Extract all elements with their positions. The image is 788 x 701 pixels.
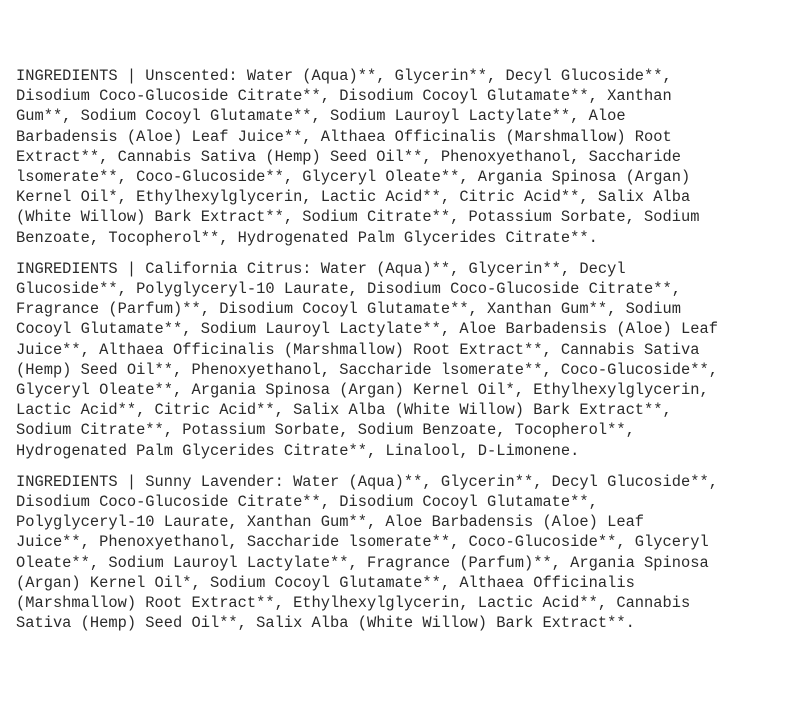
text-line: Sodium Citrate**, Potassium Sorbate, Sodium Benzoate, Tocopherol**, [16, 421, 635, 440]
text-line: INGREDIENTS | Unscented: Water (Aqua)**, Glycerin**, Decyl Glucoside**, [16, 67, 672, 85]
text-line: Barbadensis (Aloe) Leaf Juice**, Althaea Officinalis (Marshmallow) Root [16, 127, 672, 146]
ingredients-sunny-lavender [16, 472, 776, 634]
text-line: Sativa (Hemp) Seed Oil**, Salix Alba (White Willow) Bark Extract**. [16, 614, 635, 633]
ingredients-document [16, 66, 776, 644]
text-line: Fragrance (Parfum)**, Disodium Cocoyl Glutamate**, Xanthan Gum**, Sodium [16, 300, 681, 319]
text-line: Gum**, Sodium Cocoyl Glutamate**, Sodium Lauroyl Lactylate**, Aloe [16, 107, 626, 126]
text-line: Glyceryl Oleate**, Argania Spinosa (Argan) Kernel Oil*, Ethylhexylglycerin, [16, 381, 709, 400]
text-line: Lactic Acid**, Citric Acid**, Salix Alba (White Willow) Bark Extract**, [16, 401, 672, 420]
text-line: Cocoyl Glutamate**, Sodium Lauroyl Lactylate**, Aloe Barbadensis (Aloe) Leaf [16, 320, 718, 339]
ingredients-california-citrus [16, 259, 776, 461]
text-line: Juice**, Althaea Officinalis (Marshmallow) Root Extract**, Cannabis Sativa [16, 340, 700, 359]
text-line: INGREDIENTS | Sunny Lavender: Water (Aqua)**, Glycerin**, Decyl Glucoside**, [16, 472, 718, 491]
text-line: Disodium Coco-Glucoside Citrate**, Disodium Cocoyl Glutamate**, [16, 493, 598, 512]
text-line: INGREDIENTS | California Citrus: Water (Aqua)**, Glycerin**, Decyl [16, 259, 626, 278]
text-line: Glucoside**, Polyglyceryl-10 Laurate, Disodium Coco-Glucoside Citrate**, [16, 280, 681, 299]
text-line: Polyglyceryl-10 Laurate, Xanthan Gum**, Aloe Barbadensis (Aloe) Leaf [16, 513, 645, 532]
text-line: (White Willow) Bark Extract**, Sodium Citrate**, Potassium Sorbate, Sodium [16, 208, 700, 227]
text-line: (Hemp) Seed Oil**, Phenoxyethanol, Saccharide lsomerate**, Coco-Glucoside**, [16, 360, 718, 379]
text-line: Oleate**, Sodium Lauroyl Lactylate**, Fragrance (Parfum)**, Argania Spinosa [16, 553, 709, 572]
ingredients-unscented [16, 66, 776, 248]
text-line: Benzoate, Tocopherol**, Hydrogenated Palm Glycerides Citrate**. [16, 228, 598, 247]
text-line: Juice**, Phenoxyethanol, Saccharide lsomerate**, Coco-Glucoside**, Glyceryl [16, 533, 709, 552]
text-line: (Marshmallow) Root Extract**, Ethylhexylglycerin, Lactic Acid**, Cannabis [16, 594, 691, 613]
text-line: Hydrogenated Palm Glycerides Citrate**, Linalool, D-Limonene. [16, 441, 580, 460]
text-line: Kernel Oil*, Ethylhexylglycerin, Lactic Acid**, Citric Acid**, Salix Alba [16, 188, 691, 207]
text-line: (Argan) Kernel Oil*, Sodium Cocoyl Glutamate**, Althaea Officinalis [16, 573, 635, 592]
text-line: Extract**, Cannabis Sativa (Hemp) Seed Oil**, Phenoxyethanol, Saccharide [16, 147, 681, 166]
text-line: lsomerate**, Coco-Glucoside**, Glyceryl Oleate**, Argania Spinosa (Argan) [16, 168, 691, 187]
text-line: Disodium Coco-Glucoside Citrate**, Disodium Cocoyl Glutamate**, Xanthan [16, 87, 672, 106]
